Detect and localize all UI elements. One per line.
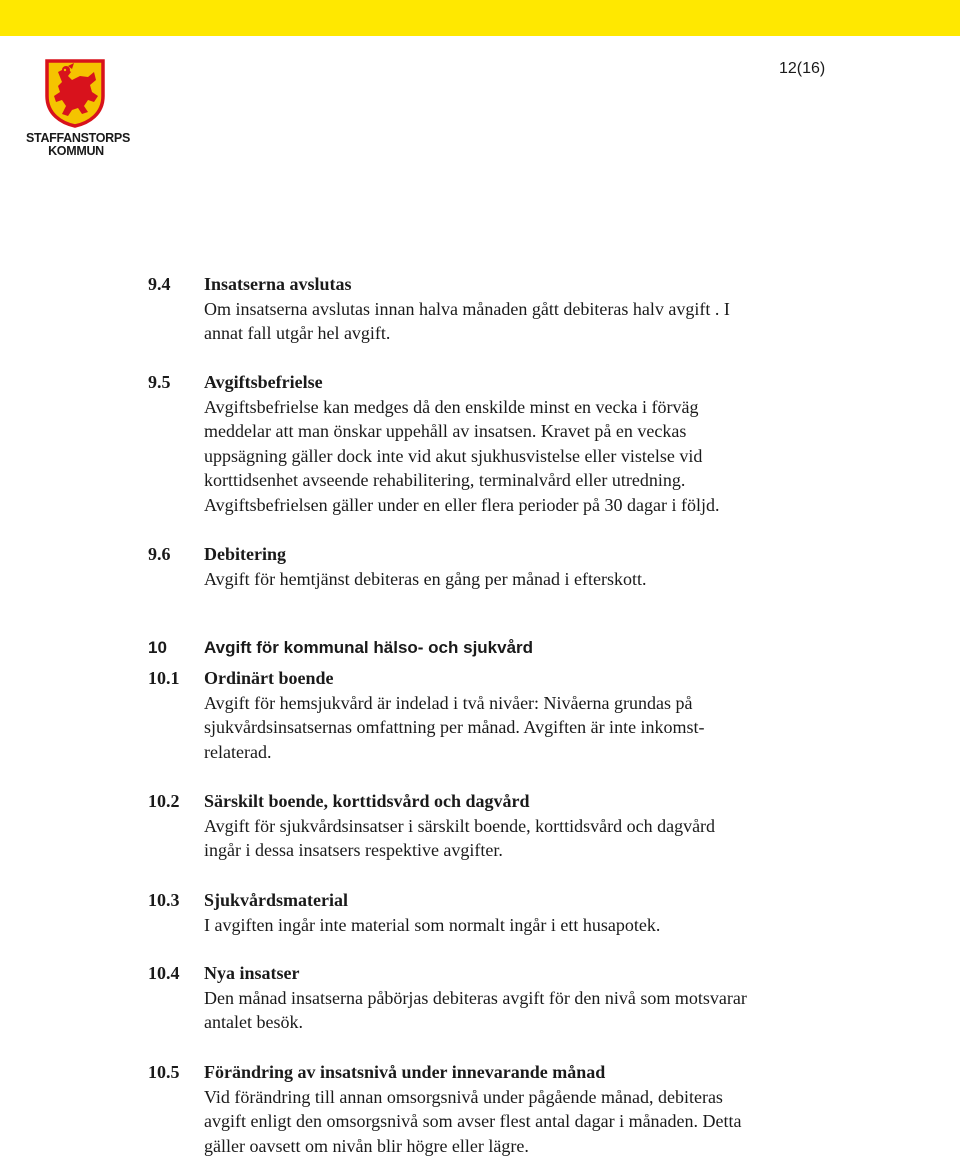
section-number: 10.4 (148, 963, 180, 983)
section-number: 9.4 (148, 274, 171, 294)
body-line: relaterad. (204, 741, 272, 762)
body-line: Den månad insatserna påbörjas debiteras avgift för den nivå som motsvarar (204, 987, 747, 1008)
logo-line-2: KOMMUN (48, 144, 104, 158)
section-number: 10.3 (148, 890, 180, 910)
body-line: Om insatserna avslutas innan halva månaden gått debiteras halv avgift . I (204, 298, 730, 319)
section-title: Debitering (204, 544, 286, 564)
body-line: avgift enligt den omsorgsnivå som avser flest antal dagar i månaden. Detta (204, 1111, 742, 1131)
chapter-number: 10 (148, 638, 167, 657)
chapter-title: Avgift för kommunal hälso- och sjukvård (204, 638, 534, 657)
municipality-logo (26, 58, 130, 158)
section-body (204, 986, 884, 1035)
section-title: Nya insatser (204, 963, 300, 983)
body-line: Avgift för hemtjänst debiteras en gång per månad i efterskott. (204, 568, 647, 589)
body-line: antalet besök. (204, 1012, 303, 1032)
body-line: annat fall utgår hel avgift. (204, 323, 391, 343)
body-line: Avgiftsbefrielse kan medges då den enskilde minst en vecka i förväg (204, 396, 699, 417)
section-number: 9.5 (148, 372, 171, 392)
body-line: Avgift för sjukvårdsinsatser i särskilt boende, korttidsvård och dagvård (204, 815, 716, 836)
section-body (204, 567, 884, 592)
coat-of-arms-icon (44, 58, 106, 128)
section-body (204, 913, 884, 938)
section-body (204, 814, 884, 863)
section-title: Förändring av insatsnivå under innevarande månad (204, 1062, 606, 1082)
logo-wordmark (26, 131, 130, 158)
section-title: Insatserna avslutas (204, 274, 352, 294)
section-title: Sjukvårdsmaterial (204, 890, 348, 910)
chapter-heading (148, 637, 533, 659)
body-line: ingår i dessa insatsers respektive avgifter. (204, 840, 503, 860)
logo-line-1: STAFFANSTORPS (26, 131, 130, 145)
body-line: uppsägning gäller dock inte vid akut sjukhusvistelse eller vistelse vid (204, 445, 703, 466)
section-number: 9.6 (148, 544, 171, 564)
body-line: meddelar att man önskar uppehåll av insatsen. Kravet på en veckas (204, 421, 687, 441)
body-line: gäller oavsett om nivån blir högre eller lägre. (204, 1135, 529, 1156)
section-number: 10.1 (148, 668, 180, 688)
body-line: I avgiften ingår inte material som normalt ingår i ett husapotek. (204, 914, 661, 935)
section-title: Ordinärt boende (204, 668, 334, 688)
section-number: 10.2 (148, 791, 180, 811)
section-body (204, 1085, 884, 1159)
body-line: sjukvårdsinsatsernas omfattning per månad. Avgiften är inte inkomst- (204, 717, 705, 737)
section-body (204, 395, 884, 518)
page-number: 12(16) (779, 60, 826, 77)
section-body (204, 691, 884, 765)
section-title: Särskilt boende, korttidsvård och dagvård (204, 791, 530, 811)
body-line: Avgift för hemsjukvård är indelad i två nivåer: Nivåerna grundas på (204, 692, 693, 713)
section-body (204, 297, 884, 346)
section-title: Avgiftsbefrielse (204, 372, 323, 392)
body-line: korttidsenhet avseende rehabilitering, terminalvård eller utredning. (204, 470, 686, 490)
header-color-bar (0, 0, 960, 36)
section-number: 10.5 (148, 1062, 180, 1082)
body-line: Vid förändring till annan omsorgsnivå under pågående månad, debiteras (204, 1086, 723, 1107)
body-line: Avgiftsbefrielsen gäller under en eller flera perioder på 30 dagar i följd. (204, 494, 720, 515)
